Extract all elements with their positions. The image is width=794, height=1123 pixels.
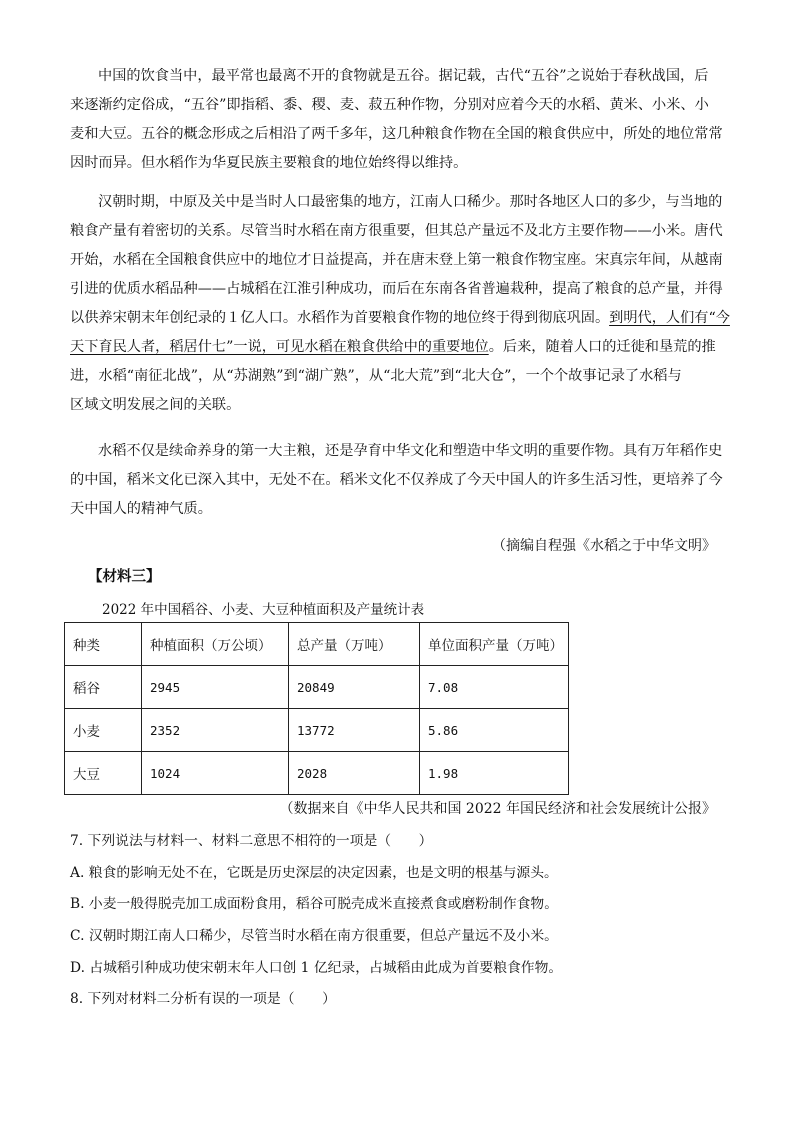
table-cell: 小麦 xyxy=(65,709,142,752)
paragraph-rice-history xyxy=(70,188,730,420)
table-row xyxy=(65,709,569,752)
text-line: 的中国，稻米文化已深入其中，无处不在。稻米文化不仅养成了今天中国人的许多生活习性，更培养了今 xyxy=(70,472,723,488)
table-cell: 7.08 xyxy=(420,666,569,709)
text-line: 开始，水稻在全国粮食供应中的地位才日益提高，并在唐末登上第一粮食作物宝座。宋真宗年间，从越南 xyxy=(70,252,723,268)
option-d: D. 占城稻引种成功使宋朝末年人口创 1 亿纪录，占城稻由此成为首要粮食作物。 xyxy=(70,960,563,976)
text-line: 麦和大豆。五谷的概念形成之后相沿了两千多年，这几种粮食作物在全国的粮食供应中，所处的地位常常 xyxy=(70,126,723,142)
text-line: 粮食产量有着密切的关系。尽管当时水稻在南方很重要，但其总产量远不及北方主要作物——小米。唐代 xyxy=(70,223,723,239)
text-line: 因时而异。但水稻作为华夏民族主要粮食的地位始终得以维持。 xyxy=(70,155,468,171)
statistics-table xyxy=(64,622,569,795)
underlined-text: 天下育民人者，稻居什七”一说，可见水稻在粮食供给中的重要地位 xyxy=(70,339,489,355)
text-segment: 以供养宋朝末年创纪录的１亿人口。水稻作为首要粮食作物的地位终于得到彻底巩固。 xyxy=(70,310,610,326)
table-header-cell: 种植面积（万公顷） xyxy=(142,623,289,666)
table-row xyxy=(65,752,569,795)
table-cell: 大豆 xyxy=(65,752,142,795)
table-cell: 1.98 xyxy=(420,752,569,795)
table-header-cell: 单位面积产量（万吨） xyxy=(420,623,569,666)
question-7: 7. 下列说法与材料一、材料二意思不相符的一项是（ ） xyxy=(70,833,433,849)
table-cell: 2352 xyxy=(142,709,289,752)
table-cell: 13772 xyxy=(289,709,420,752)
underlined-text: 到明代，人们有“今 xyxy=(609,310,730,326)
text-line: 区域文明发展之间的关联。 xyxy=(70,397,241,413)
text-line: 水稻不仅是续命养身的第一大主粮，还是孕育中华文化和塑造中华文明的重要作物。具有万年稻作史 xyxy=(98,443,723,459)
text-line: 汉朝时期，中原及关中是当时人口最密集的地方，江南人口稀少。那时各地区人口的多少，与当地的 xyxy=(98,194,723,210)
text-segment: 。后来，随着人口的迁徙和垦荒的推 xyxy=(488,339,716,355)
table-row xyxy=(65,666,569,709)
option-c: C. 汉朝时期江南人口稀少，尽管当时水稻在南方很重要，但总产量远不及小米。 xyxy=(70,928,558,944)
data-source-citation: （数据来自《中华人民共和国 2022 年国民经济和社会发展统计公报》 xyxy=(279,801,716,817)
table-cell: 20849 xyxy=(289,666,420,709)
table-cell: 2028 xyxy=(289,752,420,795)
section-heading: 【材料三】 xyxy=(88,568,161,585)
table-header-row xyxy=(65,623,569,666)
table-cell: 5.86 xyxy=(420,709,569,752)
text-line: 引进的优质水稻品种——占城稻在江淮引种成功，而后在东南各省普遍栽种，提高了粮食的总产量，并得 xyxy=(70,281,723,297)
option-a: A. 粮食的影响无处不在，它既是历史深层的决定因素，也是文明的根基与源头。 xyxy=(70,865,558,881)
table-cell: 稻谷 xyxy=(65,666,142,709)
option-b: B. 小麦一般得脱壳加工成面粉食用，稻谷可脱壳成米直接煮食或磨粉制作食物。 xyxy=(70,896,559,912)
source-citation: （摘编自程强《水稻之于中华文明》 xyxy=(492,538,716,554)
paragraph-grains xyxy=(70,62,730,178)
text-line: 进，水稻“南征北战”，从“苏湖熟”到“湖广熟”，从“北大荒”到“北大仓”，一个个故事记录了水稻与 xyxy=(70,368,682,384)
text-line xyxy=(70,333,730,362)
table-cell: 1024 xyxy=(142,752,289,795)
text-line: 来逐渐约定俗成，“五谷”即指稻、黍、稷、麦、菽五种作物，分别对应着今天的水稻、黄米、小米、小 xyxy=(70,97,709,113)
paragraph-rice-culture xyxy=(70,437,730,524)
table-caption: 2022 年中国稻谷、小麦、大豆种植面积及产量统计表 xyxy=(102,602,425,618)
question-8: 8. 下列对材料二分析有误的一项是（ ） xyxy=(70,991,336,1007)
text-line: 天中国人的精神气质。 xyxy=(70,501,212,517)
table-header-cell: 种类 xyxy=(65,623,142,666)
table-header-cell: 总产量（万吨） xyxy=(289,623,420,666)
text-line: 中国的饮食当中，最平常也最离不开的食物就是五谷。据记载，古代“五谷”之说始于春秋战国，后 xyxy=(98,68,709,84)
table-cell: 2945 xyxy=(142,666,289,709)
text-line xyxy=(70,304,730,333)
